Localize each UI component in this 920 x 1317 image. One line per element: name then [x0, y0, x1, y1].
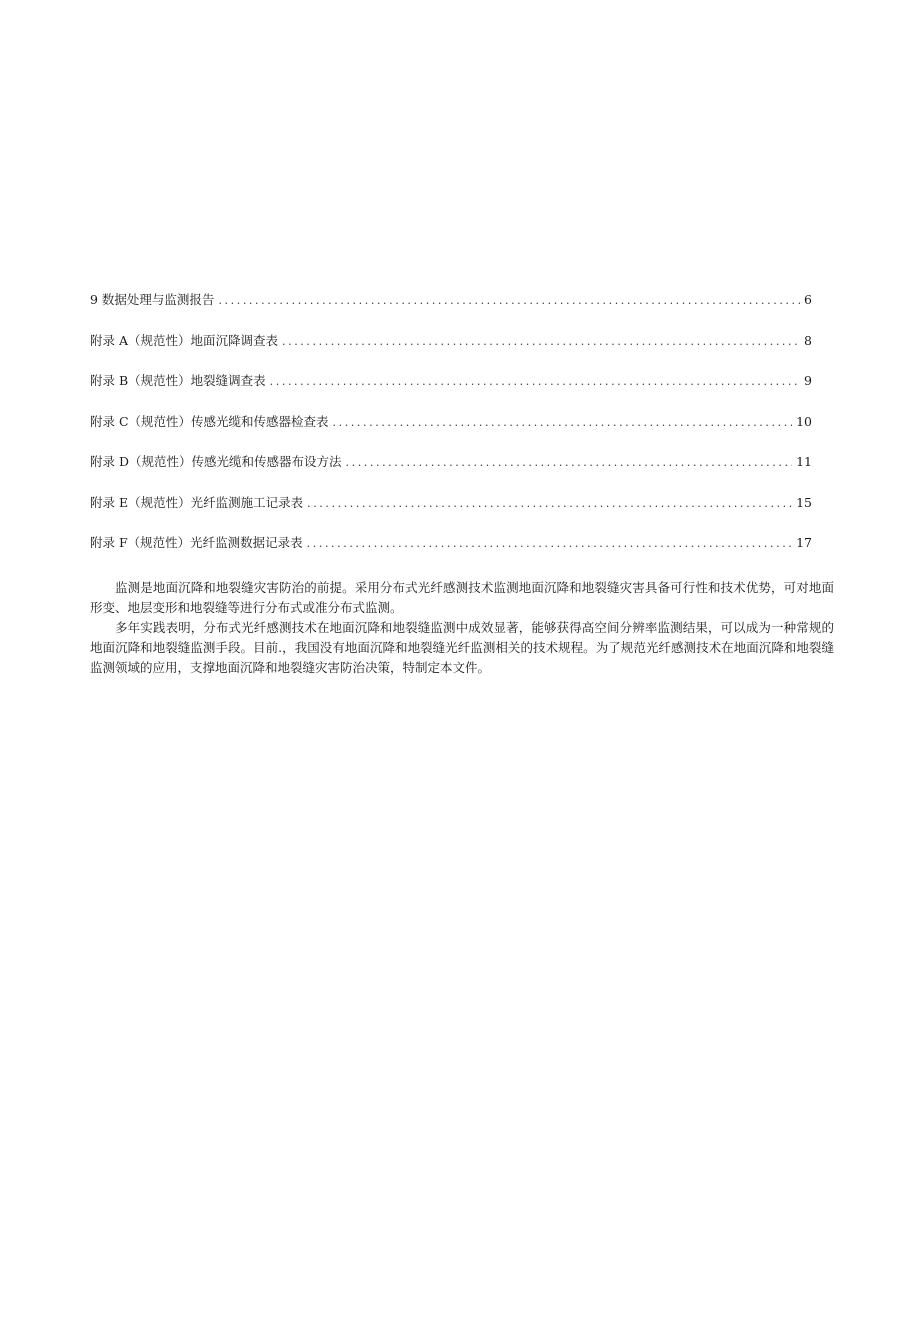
- toc-entry-appendix-e[interactable]: [90, 493, 812, 513]
- toc-entry-page: 9: [804, 373, 812, 388]
- toc-dot-leader: [333, 413, 793, 433]
- toc-entry-title: 附录 F（规范性）光纤监测数据记录表: [90, 535, 303, 550]
- toc-entry-appendix-d[interactable]: [90, 452, 812, 472]
- toc-dot-leader: [270, 372, 800, 392]
- toc-dot-leader: [282, 332, 800, 352]
- toc-entry-appendix-a[interactable]: [90, 331, 812, 351]
- toc-entry-title: 附录 A（规范性）地面沉降调查表: [90, 332, 279, 348]
- toc-entry-title: 附录 E（规范性）光纤监测施工记录表: [90, 494, 304, 510]
- foreword-text: [90, 578, 834, 678]
- table-of-contents: [90, 290, 812, 574]
- toc-entry-page: 15: [796, 494, 812, 510]
- toc-dot-leader: [346, 453, 793, 473]
- toc-entry-page: 8: [804, 332, 812, 348]
- toc-entry-page: 10: [796, 413, 812, 429]
- toc-entry-title: 9 数据处理与监测报告: [90, 292, 215, 307]
- toc-dot-leader: [307, 534, 792, 554]
- toc-entry-appendix-b[interactable]: [90, 371, 812, 391]
- toc-entry-page: 6: [804, 292, 812, 307]
- toc-entry-appendix-f[interactable]: [90, 533, 812, 553]
- toc-entry-section-9[interactable]: [90, 290, 812, 310]
- toc-dot-leader: [218, 291, 800, 311]
- toc-entry-title: 附录 B（规范性）地裂缝调查表: [90, 373, 266, 388]
- toc-dot-leader: [307, 494, 792, 514]
- toc-entry-title: 附录 D（规范性）传感光缆和传感器布设方法: [90, 454, 342, 469]
- toc-entry-title: 附录 C（规范性）传感光缆和传感器检查表: [90, 413, 329, 429]
- body-paragraph: 多年实践表明，分布式光纤感测技术在地面沉降和地裂缝监测中成效显著，能够获得高空间分辨率监测结果，可以成为一种常规的地面沉降和地裂缝监测手段。目前.，我国没有地面沉降和地裂缝光纤监测相关的技术规程。为了规范光纤感测技术在地面沉降和地裂缝监测领域的应用，支撑地面沉降和地裂缝灾害防治决策，特制定本文件。: [90, 620, 834, 675]
- toc-entry-page: 11: [796, 454, 812, 469]
- toc-entry-page: 17: [796, 535, 812, 550]
- body-paragraph: 监测是地面沉降和地裂缝灾害防治的前提。采用分布式光纤感测技术监测地面沉降和地裂缝灾害具备可行性和技术优势，可对地面形变、地层变形和地裂缝等进行分布式或准分布式监测。: [90, 580, 834, 615]
- toc-entry-appendix-c[interactable]: [90, 412, 812, 432]
